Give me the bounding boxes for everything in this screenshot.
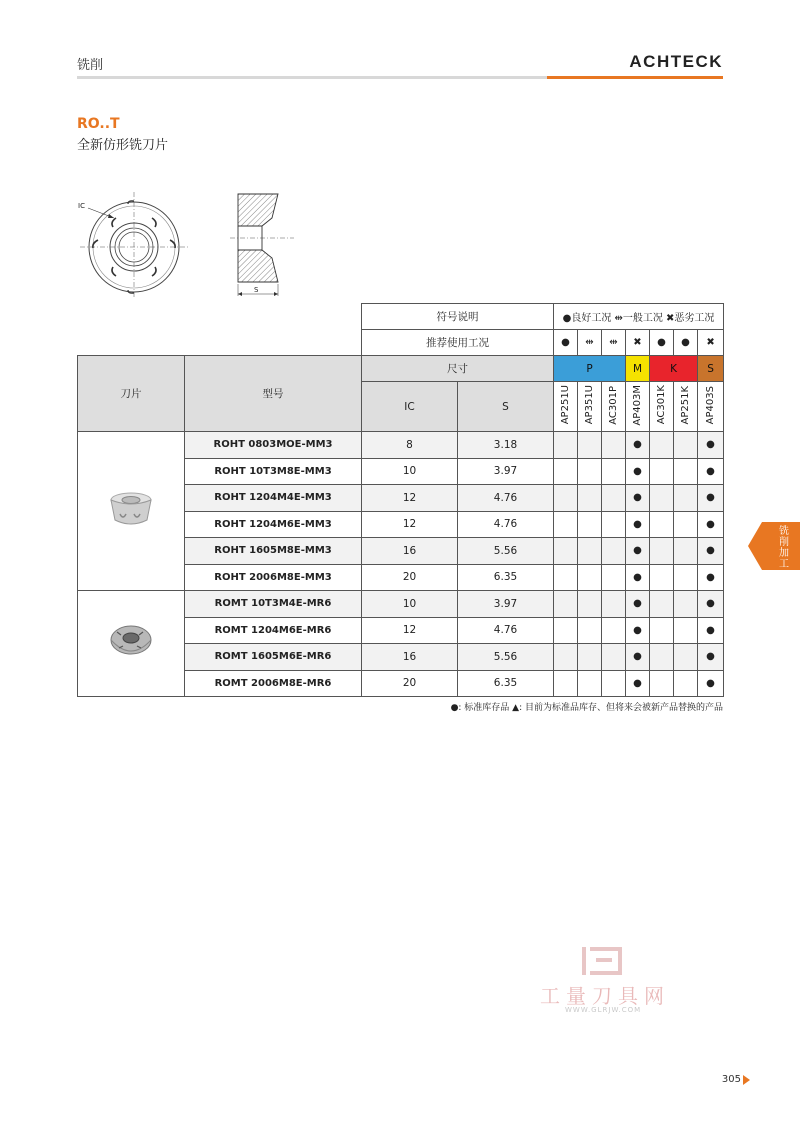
stock-mark-cell <box>554 538 578 565</box>
grade-header: AC301K <box>656 385 668 425</box>
stock-mark-cell <box>650 458 674 485</box>
stock-mark-cell <box>578 617 602 644</box>
recommended-symbol: ⇹ <box>602 330 626 356</box>
ic-dimension-label: IC <box>78 202 85 210</box>
header-divider <box>77 76 547 79</box>
table-row <box>78 432 724 459</box>
s-dimension-label: S <box>254 286 259 294</box>
stock-mark-cell <box>602 538 626 565</box>
stock-mark-cell <box>602 511 626 538</box>
s-cell: 5.56 <box>458 644 554 671</box>
stock-mark-cell <box>674 644 698 671</box>
page-arrow-icon <box>743 1075 750 1085</box>
stock-mark-cell <box>674 485 698 512</box>
ic-cell: 16 <box>362 644 458 671</box>
footnote: ●: 标准库存品 ▲: 目前为标准品库存、但将来会被新产品替换的产品 <box>450 703 723 713</box>
recommended-symbol: ✖ <box>626 330 650 356</box>
stock-mark-cell <box>650 538 674 565</box>
side-tab-arrow <box>748 522 762 570</box>
recommended-symbol: ● <box>674 330 698 356</box>
grade-header: AP251K <box>680 385 692 425</box>
product-table <box>77 355 724 697</box>
stock-mark-cell: ● <box>698 432 724 459</box>
model-cell: ROHT 1605M8E-MM3 <box>185 538 362 565</box>
material-k-header: K <box>650 356 698 382</box>
insert-front-view-drawing <box>76 190 191 300</box>
side-tab-text: 加 <box>779 548 789 559</box>
section-title: 铣削 <box>77 58 104 73</box>
stock-mark-cell: ● <box>698 670 724 697</box>
stock-mark-cell <box>554 617 578 644</box>
recommended-symbol: ✖ <box>698 330 724 356</box>
recommended-symbol: ⇹ <box>578 330 602 356</box>
product-code: RO..T <box>77 116 120 132</box>
stock-mark-cell <box>554 485 578 512</box>
insert-photo-icon <box>107 622 155 662</box>
stock-mark-cell <box>554 591 578 618</box>
stock-mark-cell: ● <box>626 432 650 459</box>
model-cell: ROMT 1204M6E-MR6 <box>185 617 362 644</box>
recommended-conditions-heading: 推荐使用工况 <box>362 330 554 356</box>
model-cell: ROHT 0803MOE-MM3 <box>185 432 362 459</box>
s-cell: 5.56 <box>458 538 554 565</box>
insert-photo-icon <box>106 488 156 532</box>
header-divider-accent <box>547 76 723 79</box>
stock-mark-cell <box>602 485 626 512</box>
stock-mark-cell <box>674 432 698 459</box>
page-number: 305 <box>721 1074 741 1085</box>
symbol-legend-heading: 符号说明 <box>362 304 554 330</box>
recommended-symbol: ● <box>554 330 578 356</box>
s-cell: 4.76 <box>458 617 554 644</box>
stock-mark-cell <box>650 432 674 459</box>
stock-mark-cell: ● <box>626 511 650 538</box>
s-cell: 4.76 <box>458 485 554 512</box>
stock-mark-cell <box>650 644 674 671</box>
stock-mark-cell: ● <box>626 591 650 618</box>
stock-mark-cell <box>650 617 674 644</box>
stock-mark-cell <box>578 564 602 591</box>
side-tab-milling[interactable] <box>762 522 800 570</box>
stock-mark-cell: ● <box>698 458 724 485</box>
stock-mark-cell <box>674 617 698 644</box>
stock-mark-cell <box>578 538 602 565</box>
product-name: 全新仿形铣刀片 <box>77 138 169 153</box>
material-s-header: S <box>698 356 724 382</box>
side-tab-text: 铣 <box>779 526 789 537</box>
model-cell: ROHT 2006M8E-MM3 <box>185 564 362 591</box>
stock-mark-cell: ● <box>626 670 650 697</box>
col-header-size: 尺寸 <box>362 356 554 382</box>
grade-header: AP351U <box>584 385 595 425</box>
recommended-symbol: ● <box>650 330 674 356</box>
stock-mark-cell: ● <box>698 591 724 618</box>
model-cell: ROMT 2006M8E-MR6 <box>185 670 362 697</box>
ic-cell: 10 <box>362 458 458 485</box>
side-tab-text: 削 <box>779 537 789 548</box>
grade-header: AP403M <box>632 384 644 426</box>
stock-mark-cell <box>674 538 698 565</box>
stock-mark-cell <box>650 511 674 538</box>
stock-mark-cell <box>674 670 698 697</box>
stock-mark-cell <box>602 617 626 644</box>
stock-mark-cell <box>578 485 602 512</box>
ic-cell: 16 <box>362 538 458 565</box>
stock-mark-cell <box>554 670 578 697</box>
watermark-url: WWW.GLRJW.COM <box>565 1006 642 1014</box>
ic-cell: 20 <box>362 564 458 591</box>
model-cell: ROMT 1605M6E-MR6 <box>185 644 362 671</box>
symbol-legend-text: ●良好工况 ⇹一般工况 ✖恶劣工况 <box>554 304 724 330</box>
stock-mark-cell: ● <box>698 511 724 538</box>
stock-mark-cell <box>578 511 602 538</box>
grade-header: AC301P <box>608 385 620 425</box>
stock-mark-cell <box>554 564 578 591</box>
stock-mark-cell <box>602 670 626 697</box>
stock-mark-cell <box>554 511 578 538</box>
stock-mark-cell <box>650 564 674 591</box>
model-cell: ROHT 10T3M8E-MM3 <box>185 458 362 485</box>
stock-mark-cell: ● <box>626 458 650 485</box>
stock-mark-cell <box>674 458 698 485</box>
material-m-header: M <box>626 356 650 382</box>
s-cell: 3.97 <box>458 591 554 618</box>
stock-mark-cell <box>650 485 674 512</box>
side-tab-text: 工 <box>779 559 789 570</box>
stock-mark-cell <box>554 432 578 459</box>
col-header-insert: 刀片 <box>78 356 185 432</box>
stock-mark-cell <box>674 511 698 538</box>
col-header-ic: IC <box>362 382 458 432</box>
stock-mark-cell: ● <box>698 485 724 512</box>
stock-mark-cell <box>650 591 674 618</box>
watermark-logo-mark <box>580 944 626 978</box>
stock-mark-cell <box>578 432 602 459</box>
stock-mark-cell <box>650 670 674 697</box>
s-cell: 6.35 <box>458 564 554 591</box>
s-cell: 3.18 <box>458 432 554 459</box>
stock-mark-cell: ● <box>626 564 650 591</box>
ic-cell: 12 <box>362 485 458 512</box>
ic-cell: 12 <box>362 511 458 538</box>
col-header-s: S <box>458 382 554 432</box>
stock-mark-cell <box>602 591 626 618</box>
stock-mark-cell <box>578 644 602 671</box>
legend-table <box>361 303 724 356</box>
stock-mark-cell <box>554 458 578 485</box>
stock-mark-cell <box>674 591 698 618</box>
grade-header: AP251U <box>560 385 571 425</box>
stock-mark-cell <box>554 644 578 671</box>
table-row <box>78 591 724 618</box>
model-cell: ROHT 1204M4E-MM3 <box>185 485 362 512</box>
s-cell: 6.35 <box>458 670 554 697</box>
insert-side-view-drawing <box>226 184 296 304</box>
stock-mark-cell <box>674 564 698 591</box>
stock-mark-cell <box>578 591 602 618</box>
ic-cell: 20 <box>362 670 458 697</box>
stock-mark-cell <box>602 432 626 459</box>
model-cell: ROHT 1204M6E-MM3 <box>185 511 362 538</box>
col-header-model: 型号 <box>185 356 362 432</box>
stock-mark-cell <box>602 644 626 671</box>
brand-logo: ACHTECK <box>629 52 723 71</box>
stock-mark-cell: ● <box>698 538 724 565</box>
stock-mark-cell: ● <box>698 617 724 644</box>
stock-mark-cell <box>578 458 602 485</box>
stock-mark-cell: ● <box>698 564 724 591</box>
s-cell: 4.76 <box>458 511 554 538</box>
stock-mark-cell <box>602 458 626 485</box>
ic-cell: 8 <box>362 432 458 459</box>
stock-mark-cell <box>578 670 602 697</box>
model-cell: ROMT 10T3M4E-MR6 <box>185 591 362 618</box>
grade-header: AP403S <box>705 385 717 425</box>
insert-image-roht <box>78 432 185 591</box>
insert-image-romt <box>78 591 185 697</box>
watermark-text: 工量刀具网 <box>540 984 670 1008</box>
stock-mark-cell: ● <box>626 644 650 671</box>
stock-mark-cell: ● <box>698 644 724 671</box>
stock-mark-cell <box>602 564 626 591</box>
material-p-header: P <box>554 356 626 382</box>
s-cell: 3.97 <box>458 458 554 485</box>
ic-cell: 10 <box>362 591 458 618</box>
stock-mark-cell: ● <box>626 485 650 512</box>
ic-cell: 12 <box>362 617 458 644</box>
stock-mark-cell: ● <box>626 538 650 565</box>
stock-mark-cell: ● <box>626 617 650 644</box>
